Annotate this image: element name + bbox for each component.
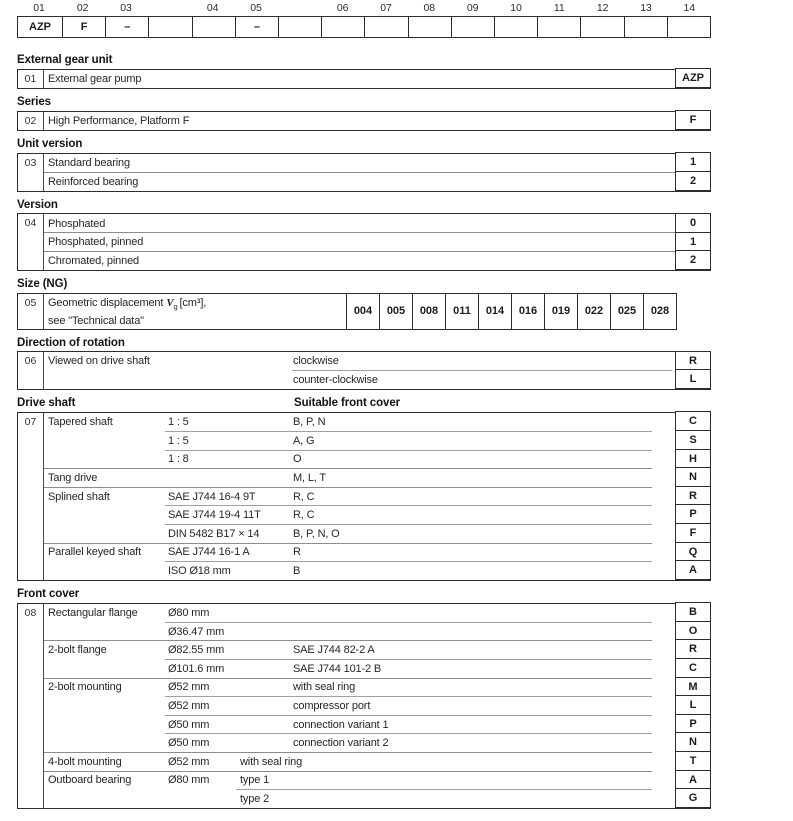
section-heading-size-ng <box>17 278 711 290</box>
cell-c1: Splined shaft <box>48 490 110 503</box>
displacement-symbol-subscript: g <box>173 301 178 311</box>
cell-c1: 2-bolt flange <box>48 644 107 657</box>
field-number-label: 11 <box>553 2 565 14</box>
cell-c1: Parallel keyed shaft <box>48 546 141 559</box>
option-row <box>44 697 711 716</box>
code-strip-field-numbers <box>17 2 711 16</box>
code-value: 0 <box>675 213 711 233</box>
field-number: 04 <box>18 214 44 270</box>
field-number-label <box>278 2 321 16</box>
option-row <box>44 752 711 771</box>
code-box <box>364 17 407 37</box>
field-number: 06 <box>18 352 44 389</box>
size-option: 005 <box>379 294 412 329</box>
section-heading-label: Version <box>17 198 58 211</box>
option-row <box>44 252 711 271</box>
row-separator <box>165 733 652 734</box>
size-option: 011 <box>445 294 478 329</box>
code-value: P <box>675 504 711 524</box>
section-table-02 <box>17 111 711 132</box>
cell-c1: 2-bolt mounting <box>48 681 122 694</box>
section-heading-direction-of-rotation <box>17 337 711 349</box>
displacement-label: Geometric displacement <box>48 296 164 309</box>
column-heading-suitable-front-cover: Suitable front cover <box>294 397 400 410</box>
option-row <box>44 70 711 89</box>
code-box <box>278 17 321 37</box>
option-row <box>44 715 711 734</box>
code-box <box>148 17 191 37</box>
section-table-08 <box>17 603 711 810</box>
code-value: F <box>675 523 711 543</box>
cell-c3: B, P, N, O <box>293 527 340 540</box>
section-heading-label: Front cover <box>17 588 80 601</box>
section-heading-external-gear-unit <box>17 54 711 66</box>
section-heading-series <box>17 96 711 108</box>
section-heading-label: Size (NG) <box>17 278 68 291</box>
cell-c3b: type 2 <box>240 792 270 805</box>
row-separator <box>44 640 652 641</box>
cell-c3: counter-clockwise <box>293 374 378 387</box>
row-separator <box>165 450 652 451</box>
code-value: R <box>675 351 711 371</box>
row-separator <box>236 789 652 790</box>
option-row <box>44 641 711 660</box>
row-separator <box>165 524 652 525</box>
code-value: C <box>675 411 711 431</box>
cell-c2: DIN 5482 B17 × 14 <box>168 527 260 540</box>
cell-c2: Ø101.6 mm <box>168 662 225 675</box>
field-number: 08 <box>18 604 44 809</box>
field-number-label: 13 <box>640 2 652 14</box>
code-value: B <box>675 602 711 622</box>
cell-c3: SAE J744 82-2 A <box>293 644 375 657</box>
cell-c2: Ø52 mm <box>168 699 210 712</box>
cell-c2: ISO Ø18 mm <box>168 564 231 577</box>
cell-c3b: with seal ring <box>240 755 303 768</box>
field-number-label: 03 <box>120 2 132 14</box>
code-value: 2 <box>675 250 711 270</box>
cell-c3: compressor port <box>293 699 371 712</box>
code-value: A <box>675 560 711 580</box>
cell-c2: SAE J744 16-4 9T <box>168 490 256 503</box>
cell-c2: Ø50 mm <box>168 737 210 750</box>
cell-c1: 4-bolt mounting <box>48 755 122 768</box>
field-number-label: 01 <box>33 2 45 14</box>
code-value: R <box>675 486 711 506</box>
code-box <box>494 17 537 37</box>
field-number-label: 04 <box>206 2 219 14</box>
field-number-label: 05 <box>250 2 262 14</box>
row-separator <box>44 468 652 469</box>
option-row <box>44 233 711 252</box>
option-row <box>44 487 711 506</box>
cell-c3: clockwise <box>293 355 339 368</box>
row-separator <box>165 659 652 660</box>
section-rows <box>44 294 676 329</box>
code-box <box>624 17 667 37</box>
code-value: M <box>675 677 711 697</box>
cell-c2: Ø36.47 mm <box>168 625 225 638</box>
section-table-07 <box>17 412 711 581</box>
cell-c2: Ø52 mm <box>168 681 210 694</box>
option-row <box>44 790 711 809</box>
section-heading-label: Direction of rotation <box>17 336 125 349</box>
code-box <box>192 17 235 37</box>
option-row <box>44 172 711 191</box>
cell-c2: Ø80 mm <box>168 606 210 619</box>
option-row <box>44 771 711 790</box>
cell-c1: Tang drive <box>48 471 98 484</box>
section-table-01 <box>17 69 711 90</box>
cell-c3: connection variant 2 <box>293 737 389 750</box>
row-separator <box>165 431 652 432</box>
size-description-line1 <box>48 296 206 315</box>
section-table-03 <box>17 153 711 192</box>
option-row <box>44 678 711 697</box>
field-number-label: 14 <box>683 2 695 14</box>
row-separator <box>44 771 652 772</box>
cell-c1: Tapered shaft <box>48 416 113 429</box>
code-box: – <box>235 17 278 37</box>
cell-c3: with seal ring <box>293 681 356 694</box>
section-table-05 <box>17 293 677 330</box>
cell-c3: R, C <box>293 509 315 522</box>
cell-c1: High Performance, Platform F <box>48 114 190 127</box>
option-row <box>44 371 711 390</box>
field-number-label: 09 <box>466 2 479 14</box>
code-value: L <box>675 369 711 389</box>
size-description <box>48 296 206 330</box>
row-separator <box>44 543 652 544</box>
size-option: 014 <box>478 294 511 329</box>
code-value: L <box>675 695 711 715</box>
cell-c3b: type 1 <box>240 774 270 787</box>
option-row <box>44 112 711 131</box>
displacement-unit: [cm³], <box>179 296 207 309</box>
field-number-label: 07 <box>380 2 392 14</box>
field-number: 02 <box>18 112 44 131</box>
field-number: 07 <box>18 413 44 580</box>
section-heading-front-cover <box>17 588 711 600</box>
cell-c3: R <box>293 546 301 559</box>
cell-c1: Phosphated <box>48 217 106 230</box>
cell-c1: Reinforced bearing <box>48 175 139 188</box>
code-value: 1 <box>675 152 711 172</box>
section-rows <box>44 413 711 580</box>
code-value: G <box>675 788 711 808</box>
cell-c2: Ø52 mm <box>168 755 210 768</box>
code-value: 2 <box>675 171 711 191</box>
field-number-label: 08 <box>423 2 436 14</box>
size-option: 028 <box>643 294 676 329</box>
cell-c3: SAE J744 101-2 B <box>293 662 382 675</box>
row-separator <box>44 752 652 753</box>
code-value: O <box>675 621 711 641</box>
option-row <box>44 562 711 581</box>
section-table-04 <box>17 213 711 271</box>
row-separator <box>165 505 652 506</box>
option-row <box>44 506 711 525</box>
cell-c2: 1 : 5 <box>168 434 189 447</box>
field-number-label: 06 <box>336 2 349 14</box>
option-row <box>44 622 711 641</box>
code-box <box>537 17 580 37</box>
field-number-label: 12 <box>596 2 609 14</box>
code-box: AZP <box>29 21 51 33</box>
code-value: P <box>675 714 711 734</box>
option-row <box>44 450 711 469</box>
size-option: 004 <box>346 294 379 329</box>
section-table-06 <box>17 351 711 390</box>
ordering-code-sections <box>0 54 793 809</box>
option-row <box>44 659 711 678</box>
cell-c1: Viewed on drive shaft <box>48 355 150 368</box>
field-number-label: 10 <box>510 2 522 14</box>
row-separator <box>165 561 652 562</box>
code-value: F <box>675 110 711 130</box>
row-separator <box>44 678 652 679</box>
size-options <box>346 294 676 329</box>
option-row <box>44 431 711 450</box>
cell-c1: Outboard bearing <box>48 774 132 787</box>
option-row <box>44 413 711 432</box>
row-separator <box>44 232 675 233</box>
option-row <box>44 214 711 233</box>
option-row <box>44 154 711 173</box>
option-row <box>44 734 711 753</box>
section-heading-label: Drive shaft <box>17 397 76 410</box>
section-rows <box>44 214 711 270</box>
field-number: 01 <box>18 70 44 89</box>
code-box: – <box>105 17 148 37</box>
code-strip-boxes <box>17 16 711 38</box>
section-heading-unit-version <box>17 138 711 150</box>
code-box <box>321 17 364 37</box>
option-row <box>44 469 711 488</box>
section-heading-version <box>17 199 711 211</box>
row-separator <box>44 172 675 173</box>
code-box: F <box>62 17 105 37</box>
size-option: 019 <box>544 294 577 329</box>
option-row <box>44 543 711 562</box>
cell-c3: O <box>293 453 302 466</box>
section-heading-label: Series <box>17 96 51 109</box>
cell-c2: 1 : 5 <box>168 416 189 429</box>
code-value: Q <box>675 542 711 562</box>
field-number-label <box>148 2 191 16</box>
code-value: AZP <box>675 68 711 88</box>
code-box <box>451 17 494 37</box>
size-option: 022 <box>577 294 610 329</box>
cell-c1: Phosphated, pinned <box>48 236 144 249</box>
cell-c3: R, C <box>293 490 315 503</box>
code-box <box>580 17 623 37</box>
code-value: S <box>675 430 711 450</box>
option-row <box>44 352 711 371</box>
field-number: 03 <box>18 154 44 191</box>
cell-c3: A, G <box>293 434 315 447</box>
option-row <box>44 604 711 623</box>
size-option: 025 <box>610 294 643 329</box>
option-row <box>44 524 711 543</box>
field-number: 05 <box>18 294 44 329</box>
section-rows <box>44 70 711 89</box>
size-row <box>44 294 676 329</box>
code-value: A <box>675 770 711 790</box>
code-value: N <box>675 732 711 752</box>
section-rows <box>44 604 711 809</box>
size-option: 008 <box>412 294 445 329</box>
code-value: R <box>675 639 711 659</box>
section-heading-label: Unit version <box>17 138 83 151</box>
row-separator <box>165 622 652 623</box>
cell-c2: SAE J744 19-4 11T <box>168 509 261 522</box>
cell-c1: Chromated, pinned <box>48 254 140 267</box>
size-description-line2: see "Technical data" <box>48 315 144 328</box>
code-value: C <box>675 658 711 678</box>
section-rows <box>44 154 711 191</box>
cell-c2: Ø80 mm <box>168 774 210 787</box>
cell-c1: Rectangular flange <box>48 606 138 619</box>
row-separator <box>165 696 652 697</box>
field-number-label: 02 <box>76 2 89 14</box>
cell-c2: Ø82.55 mm <box>168 644 225 657</box>
cell-c3: M, L, T <box>293 471 326 484</box>
cell-c2: 1 : 8 <box>168 453 189 466</box>
row-separator <box>44 487 652 488</box>
size-option: 016 <box>511 294 544 329</box>
cell-c3: B, P, N <box>293 416 326 429</box>
displacement-symbol: V <box>166 296 174 309</box>
section-rows <box>44 112 711 131</box>
code-value: T <box>675 751 711 771</box>
code-value: N <box>675 467 711 487</box>
cell-c1: External gear pump <box>48 72 142 85</box>
code-value: 1 <box>675 232 711 252</box>
section-rows <box>44 352 711 389</box>
section-heading-drive-shaft <box>17 397 711 409</box>
row-separator <box>292 370 672 371</box>
section-heading-label: External gear unit <box>17 54 113 66</box>
code-box <box>408 17 451 37</box>
code-value: H <box>675 449 711 469</box>
cell-c1: Standard bearing <box>48 156 130 169</box>
row-separator <box>44 251 675 252</box>
cell-c2: Ø50 mm <box>168 718 210 731</box>
code-box <box>667 17 710 37</box>
cell-c3: B <box>293 564 301 577</box>
ordering-code-strip <box>17 2 711 38</box>
cell-c3: connection variant 1 <box>293 718 389 731</box>
row-separator <box>165 715 652 716</box>
cell-c2: SAE J744 16-1 A <box>168 546 250 559</box>
